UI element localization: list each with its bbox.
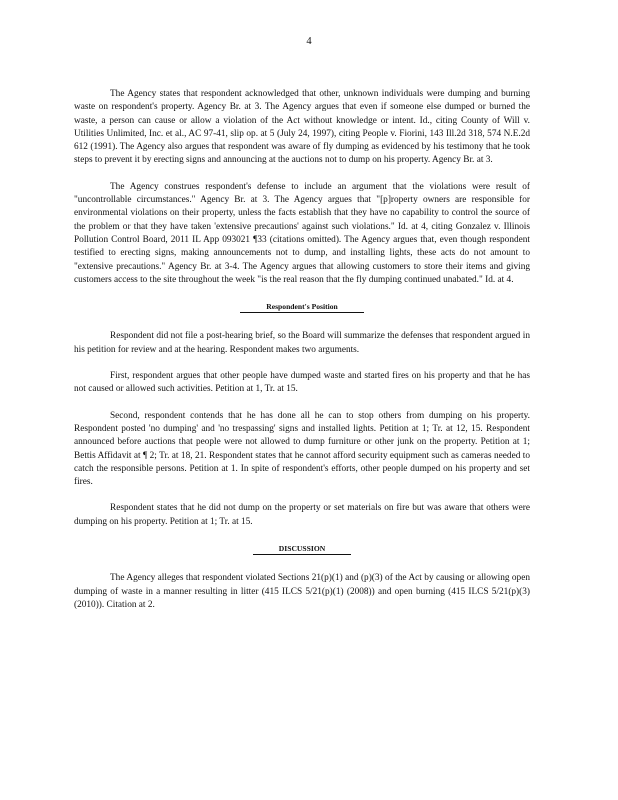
paragraph: The Agency states that respondent acknowledged that other, unknown individuals were dumping and burning waste on respondent's property. Agency Br. at 3. The Agency argues that even if someone else dumped or burned the waste, a person can cause or allow a violation of the Act without knowledge or intent. Id., citing County of Will v. Utilities Unlimited, Inc. et al., AC 97-41, slip op. at 5 (July 24, 1997), citing People v. Fiorini, 143 Ill.2d 318, 574 N.E.2d 612 (1991). The Agency also argues that respondent was aware of fly dumping as evidenced by his testimony that he took steps to prevent it by erecting signs and announcing at the auctions not to dump on his property. Agency Br. at 3.	[74, 89, 530, 166]
paragraph: The Agency construes respondent's defense to include an argument that the violations were result of "uncontrollable circumstances." Agency Br. at 3. The Agency argues that "[p]roperty owners are responsible for environmental violations on their property, unless the facts establish that they have no capability to control the source of the problem or that they have taken 'extensive precautions' against such violations." Id. at 4, citing Gonzalez v. Illinois Pollution Control Board, 2011 IL App 093021 ¶33 (citations omitted). The Agency argues that, even though respondent testified to erecting signs, making announcements not to dump, and installing lights, these acts do not amount to "extensive precautions." Agency Br. at 3-4. The Agency argues that allowing customers to store their items and giving customers access to the site throughout the week "is the real reason that the fly dumping continued unabated." Id. at 4.	[74, 181, 530, 285]
section-heading-discussion	[74, 542, 530, 555]
paragraph: Respondent did not file a post-hearing brief, so the Board will summarize the defenses that respondent argued in his petition for review and at the hearing. Respondent makes two arguments.	[74, 331, 530, 355]
paragraph: Second, respondent contends that he has done all he can to stop others from dumping on his property. Respondent posted 'no dumping' and 'no trespassing' signs and installed lights. Petition at 1; Tr. at 12, 15. Respondent announced before auctions that people were not allowed to dump furniture or other junk on the property. Petition at 1; Bettis Affidavit at ¶ 2; Tr. at 18, 21. Respondent states that he cannot afford security equipment such as cameras needed to catch the responsible persons. Petition at 1. In spite of respondent's efforts, other people dumped on his property and set fires.	[74, 410, 530, 488]
section-heading-respondent	[74, 300, 530, 313]
paragraph: First, respondent argues that other people have dumped waste and started fires on his property and that he has not caused or allowed such activities. Petition at 1, Tr. at 15.	[74, 371, 530, 395]
paragraph: Respondent states that he did not dump on the property or set materials on fire but was aware that others were dumping on his property. Petition at 1; Tr. at 15.	[74, 503, 530, 527]
page-number: 4	[306, 36, 312, 47]
document-body	[74, 88, 530, 625]
section-heading-text: DISCUSSION	[253, 544, 351, 555]
paragraph: The Agency alleges that respondent violated Sections 21(p)(1) and (p)(3) of the Act by causing or allowing open dumping of waste in a manner resulting in litter (415 ILCS 5/21(p)(1) (2008)) and open burning (415 ILCS 5/21(p)(3) (2010)). Citation at 2.	[74, 573, 530, 610]
section-heading-text: Respondent's Position	[240, 302, 364, 313]
